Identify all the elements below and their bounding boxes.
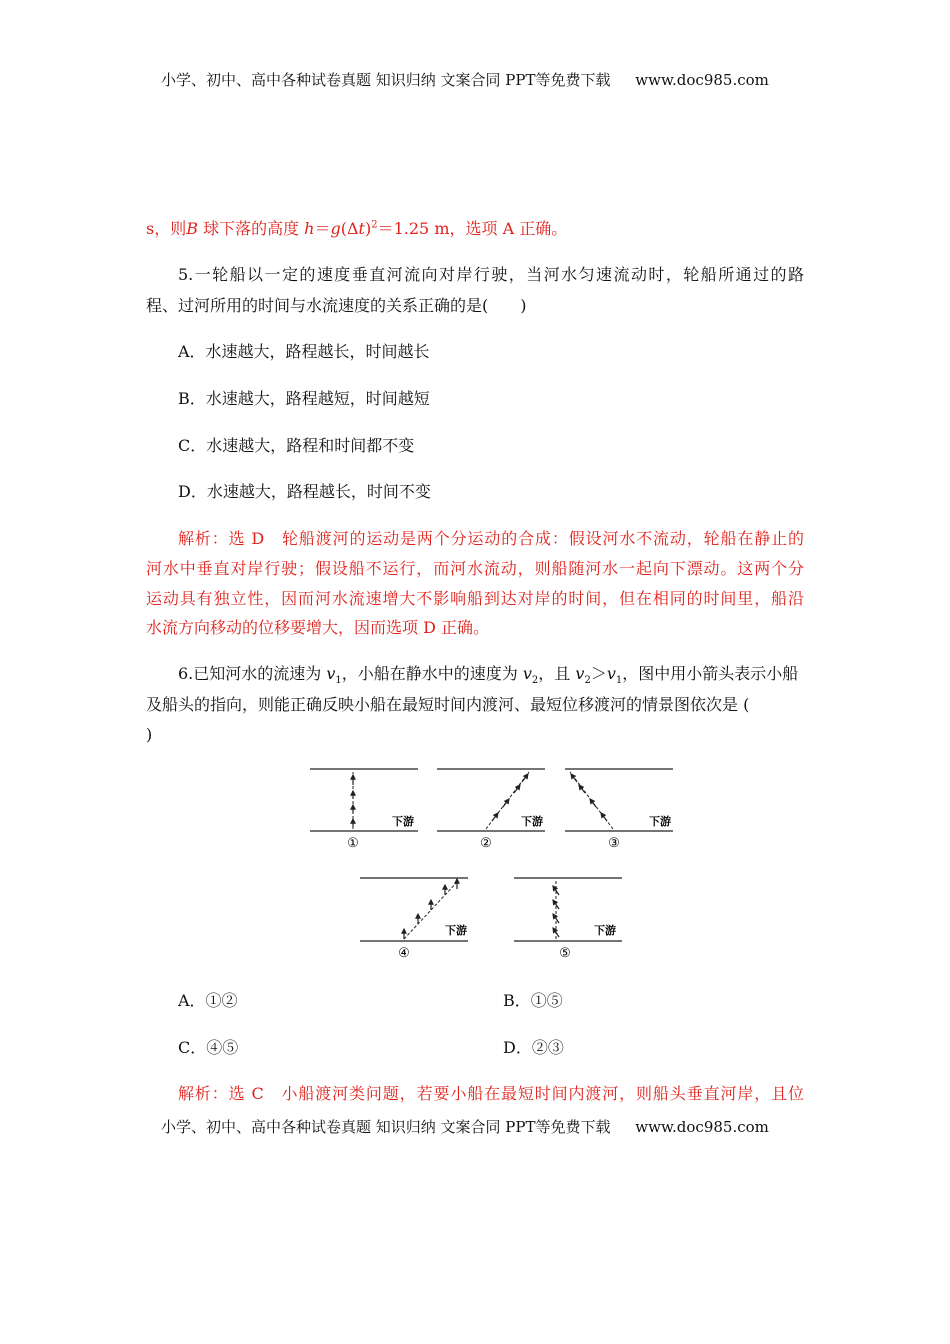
carry-paren-close: ) xyxy=(364,219,372,238)
downstream-label: 下游 xyxy=(521,815,543,828)
q5-option-a: A．水速越大，路程越长，时间越长 xyxy=(178,342,430,361)
q6-var-v: v xyxy=(326,664,336,683)
header-url[interactable]: www.doc985.com xyxy=(635,71,769,89)
q6-gt: ＞ xyxy=(590,664,607,683)
q6-text-d: ，图中用小箭头表示小船 xyxy=(622,664,799,683)
carry-text-rest: ＝1.25 m，选项 A 正确。 xyxy=(377,219,568,238)
carry-paren-open: (Δ xyxy=(340,219,359,238)
boat-arrow xyxy=(503,799,509,807)
downstream-label: 下游 xyxy=(594,924,616,937)
header-text: 小学、初中、高中各种试卷真题 知识归纳 文案合同 PPT等免费下载 xyxy=(161,71,611,89)
q5-analysis-line4: 水流方向移动的位移要增大，因而选项 D 正确。 xyxy=(146,618,490,637)
q6-stem-line3: ) xyxy=(146,725,153,744)
q6-sub-2: 2 xyxy=(584,675,591,687)
carry-superscript: 2 xyxy=(371,219,378,231)
q6-var-v: v xyxy=(606,664,616,683)
q5-option-d: D．水速越大，路程越长，时间不变 xyxy=(178,482,431,501)
boat-arrow xyxy=(492,813,498,821)
diagram-4 xyxy=(360,878,468,961)
q6-stem-line1 xyxy=(178,664,799,687)
q5-analysis-line3: 运动具有独立性，因而河水流速增大不影响船到达对岸的时间，但在相同的时间里，船沿 xyxy=(146,589,804,608)
carry-text-a: s，则 xyxy=(146,219,187,238)
boat-arrow xyxy=(601,813,607,821)
diagram-2 xyxy=(437,769,545,851)
q5-analysis-line2: 河水中垂直对岸行驶；假设船不运行，而河水流动，则船随河水一起向下漂动。这两个分 xyxy=(146,559,804,578)
boat-arrow xyxy=(553,928,559,937)
q6-sub-1: 1 xyxy=(615,675,623,687)
boat-arrow xyxy=(514,785,520,793)
river-crossing-figure xyxy=(300,755,690,970)
q5-stem-line2: 程、过河所用的时间与水流速度的关系正确的是( ) xyxy=(146,296,527,315)
diagram-label-4: ④ xyxy=(398,946,410,961)
q6-option-c: C．④⑤ xyxy=(178,1038,239,1057)
footer-text: 小学、初中、高中各种试卷真题 知识归纳 文案合同 PPT等免费下载 xyxy=(161,1118,611,1136)
q6-analysis-line1: 解析：选 C 小船渡河类问题，若要小船在最短时间内渡河，则船头垂直河岸，且位 xyxy=(178,1084,804,1103)
page-footer xyxy=(161,1117,769,1137)
q6-text-b: ，小船在静水中的速度为 xyxy=(341,664,523,683)
q6-option-a: A．①② xyxy=(178,991,238,1010)
carry-eq: ＝ xyxy=(314,219,331,238)
q5-analysis-line1: 解析：选 D 轮船渡河的运动是两个分运动的合成：假设河水不流动，轮船在静止的 xyxy=(178,529,804,548)
boat-arrow xyxy=(522,774,528,782)
q6-text-c: ，且 xyxy=(538,664,576,683)
downstream-label: 下游 xyxy=(392,815,414,828)
boat-arrow xyxy=(579,785,585,793)
q6-stem-line2: 及船头的指向，则能正确反映小船在最短时间内渡河、最短位移渡河的情景图依次是 ( xyxy=(146,695,750,714)
diagram-label-1: ① xyxy=(347,836,359,851)
carry-var-t: t xyxy=(358,219,365,238)
boat-arrow xyxy=(571,774,577,782)
carry-var-h: h xyxy=(304,219,315,238)
carry-text-c: 球下落的高度 xyxy=(197,219,305,238)
downstream-label: 下游 xyxy=(445,924,467,937)
carry-var-g: g xyxy=(330,219,341,238)
diagram-1 xyxy=(310,769,418,851)
diagram-label-5: ⑤ xyxy=(559,946,571,961)
q6-option-b: B．①⑤ xyxy=(503,991,563,1010)
q6-var-v: v xyxy=(522,664,532,683)
diagram-5 xyxy=(514,878,622,961)
diagram-label-3: ③ xyxy=(608,836,620,851)
q6-var-v: v xyxy=(575,664,585,683)
downstream-label: 下游 xyxy=(649,815,671,828)
q6-text-a: 6.已知河水的流速为 xyxy=(178,664,327,683)
q5-option-c: C．水速越大，路程和时间都不变 xyxy=(178,436,415,455)
carry-var-b: B xyxy=(186,219,198,238)
diagram-label-2: ② xyxy=(480,836,492,851)
q5-stem-line1: 5.一轮船以一定的速度垂直河流向对岸行驶，当河水匀速流动时，轮船所通过的路 xyxy=(178,265,804,284)
q6-option-d: D．②③ xyxy=(503,1038,564,1057)
footer-url[interactable]: www.doc985.com xyxy=(635,1118,769,1136)
q6-sub-2: 2 xyxy=(531,675,539,687)
carryover-line xyxy=(146,219,567,239)
q5-option-b: B．水速越大，路程越短，时间越短 xyxy=(178,389,430,408)
boat-arrow xyxy=(590,799,596,807)
page-header xyxy=(161,70,769,90)
diagram-3 xyxy=(565,769,673,851)
q6-sub-1: 1 xyxy=(335,675,342,687)
